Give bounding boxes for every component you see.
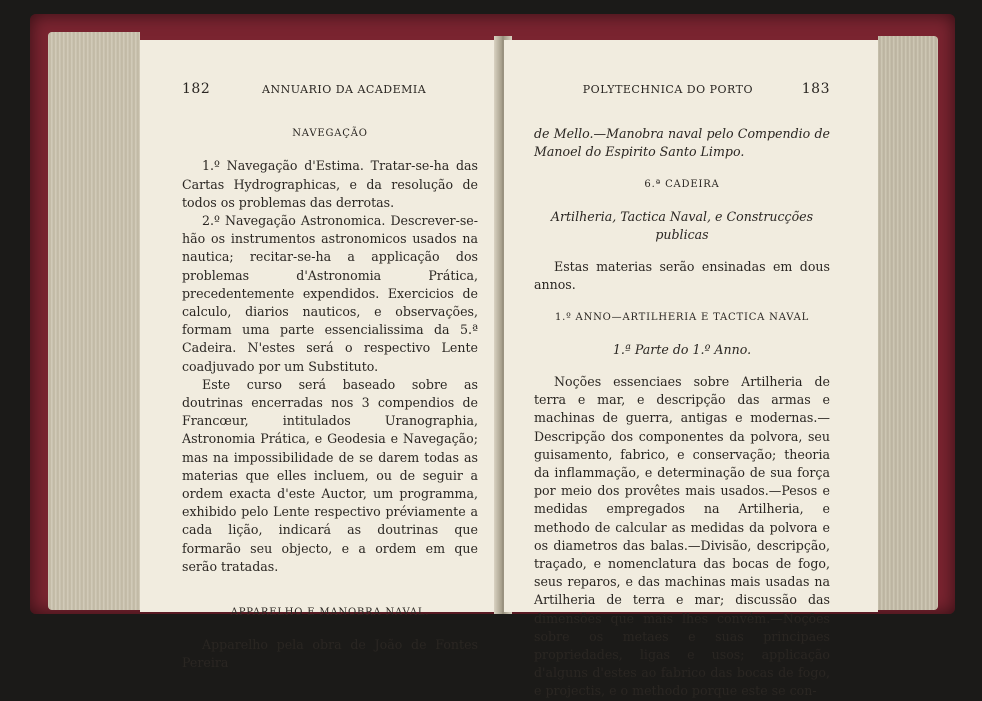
part-title: 1.ª Parte do 1.º Anno. xyxy=(612,341,752,357)
paragraph: 1.º Navegação d'Estima. Tratar-se-ha das Cartas Hydrographicas, e da resolução de todos os problemas das derrotas. xyxy=(182,158,478,210)
left-page-text xyxy=(182,80,478,673)
paragraph: 2.º Navegação Astronomica. Descrever-se-hão os instrumentos astronomicos usados na nautica; recitar-se-ha a applicação dos problemas d'Astronomia Prática, precedentemente expendidos. Exercicios de calculo, diarios nauticos, e observações, formam uma parte essencialissima da 5.ª Cadeira. N'estes será o respectivo Lente coadjuvado por um Substituto. xyxy=(182,213,478,374)
section-title: NAVEGAÇÃO xyxy=(292,128,368,140)
paragraph: Este curso será baseado sobre as doutrinas encerradas nos 3 compendios de Francœur, intitulados Uranographia, Astronomia Prática, e Geodesia e Navegação; mas na impossibilidade de se darem todas as materias que elles incluem, ou de seguir a ordem exacta d'este Auctor, um programma, exhibido pelo Lente respectivo préviamente a cada lição, indicará as doutrinas que formarão seu objecto, e a ordem em que serão tratadas. xyxy=(182,376,478,574)
left-running-head-title: ANNUARIO DA ACADEMIA xyxy=(262,83,427,96)
page-edges-right xyxy=(878,36,938,610)
subsection-title: APPARELHO E MANOBRA NAVAL. xyxy=(230,607,430,619)
right-running-head-title: POLYTECHNICA DO PORTO xyxy=(582,83,753,96)
right-page xyxy=(504,40,878,699)
paragraph: Estas materias serão ensinadas em dous annos. xyxy=(534,259,830,293)
cadeira-title: 6.ª CADEIRA xyxy=(644,178,720,190)
left-page-number: 182 xyxy=(182,81,211,97)
right-page-number: 183 xyxy=(801,81,830,97)
right-running-head xyxy=(534,80,830,99)
left-page xyxy=(140,40,500,671)
paragraph: Apparelho pela obra de João de Fontes Pereira xyxy=(182,637,478,671)
paragraph: Noções essenciaes sobre Artilheria de terra e mar, e descripção das armas e machinas de guerra, antigas e modernas.—Descripção dos componentes da polvora, seu guisamento, fabrico, e conservação; theoria da inflammação, e determinação de sua força por meio dos provêtes mais usados.—Pesos e medidas empregados na Artilheria, e methodo de calcular as medidas da polvora e os diametros das balas.—Divisão, descripção, traçado, e nomenclatura das bocas de fogo, seus reparos, e das machinas mais usadas na Artilheria de terra e mar; discussão das dimensões que mais lhes convém.—Noções sobre os metaes e suas principaes propriedades, ligas e usos; applicação d'alguns d'estes ao fabrico das bocas de fogo, e projectis, e o methodo porque este se con- xyxy=(534,374,830,699)
right-page-text xyxy=(534,80,830,701)
cadeira-subtitle: Artilheria, Tactica Naval, e Construcções publicas xyxy=(550,208,814,243)
left-running-head xyxy=(182,80,478,99)
year-title: 1.º ANNO—ARTILHERIA E TACTICA NAVAL xyxy=(554,311,810,323)
page-edges-left xyxy=(48,32,140,610)
paragraph: de Mello.—Manobra naval pelo Compendio de Manoel do Espirito Santo Limpo. xyxy=(534,126,830,160)
